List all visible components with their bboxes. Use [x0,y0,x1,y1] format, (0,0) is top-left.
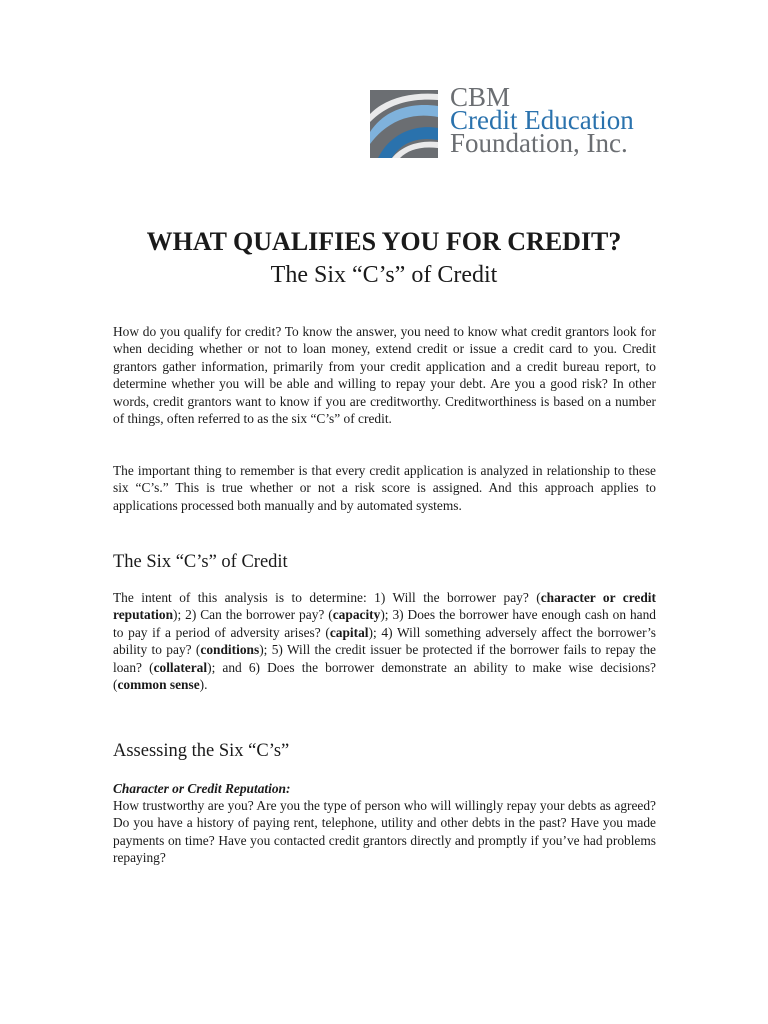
six-cs-paragraph [113,589,656,693]
page-title: WHAT QUALIFIES YOU FOR CREDIT? [146,227,622,256]
intro-paragraph-1: How do you qualify for credit? To know the answer, you need to know what credit grantors look for when deciding whether or not to loan money, extend credit or issue a credit card to you. Credit grantors gather information, primarily from your credit application and a credit bureau report, to determine whether you will be able and willing to repay your debt. Are you a good risk? In other words, credit grantors want to know if you are creditworthy. Creditworthiness is based on a number of things, often referred to as the six “C’s” of credit. [113,324,656,427]
character-paragraph: How trustworthy are you? Are you the type of person who will willingly repay your debts as agreed? Do you have a history of paying rent, telephone, utility and other debts in the past? Have you made payments on time? Have you contacted credit grantors directly and promptly if you’ve had problems repaying? [113,798,656,866]
six-cs-text-6: ); and 6) Does the borrower demonstrate an ability to make wise decisions? ( [113,659,656,693]
term-character: character or credit reputation [113,590,656,623]
six-cs-text-1: The intent of this analysis is to determine: 1) Will the borrower pay? ( [113,590,541,605]
section-heading-assessing: Assessing the Six “C’s” [113,741,290,761]
term-common-sense: common sense [117,677,200,693]
section-heading-six-cs: The Six “C’s” of Credit [113,552,288,572]
cbm-logo-mark-icon [370,90,438,158]
page-subtitle: The Six “C’s” of Credit [270,262,498,288]
term-collateral: collateral [153,659,208,675]
term-capacity: capacity [332,607,381,623]
six-cs-text-4: ); 4) Will something adversely affect the borrower’s ability to pay? ( [113,624,656,658]
term-conditions: conditions [200,642,260,658]
logo-line-cbm: CBM [450,82,511,112]
cbm-logo [370,82,670,164]
logo-line-credit-education: Credit Education [450,105,634,135]
six-cs-text-2: ); 2) Can the borrower pay? ( [173,607,333,623]
term-capital: capital [329,624,369,640]
intro-paragraph-2: The important thing to remember is that every credit application is analyzed in relationship to these six “C’s.” This is true whether or not a risk score is assigned. And this approach applies to applications processed both manually and by automated systems. [113,463,656,513]
subheading-character: Character or Credit Reputation: [113,781,291,796]
six-cs-text-7: ). [199,677,208,693]
six-cs-text-3: ); 3) Does the borrower have enough cash on hand to pay if a period of adversity arises? ( [113,607,656,640]
logo-text [450,82,634,158]
six-cs-text-5: ); 5) Will the credit issuer be protected if the borrower fails to repay the loan? ( [113,642,656,675]
logo-line-foundation: Foundation, Inc. [450,128,628,158]
